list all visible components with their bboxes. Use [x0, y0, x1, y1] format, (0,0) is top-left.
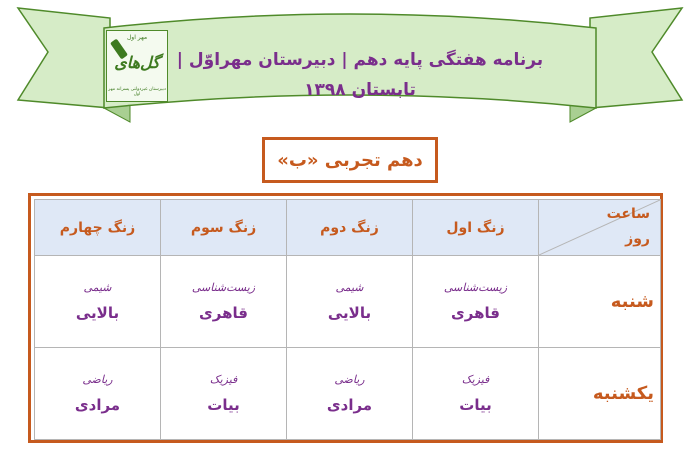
subject-label: ریاضی: [334, 373, 365, 386]
teacher-name: قاهری: [199, 304, 248, 322]
page-subtitle: تابستان ۱۳۹۸: [304, 80, 416, 100]
table-row: [35, 256, 661, 348]
teacher-name: بیات: [459, 396, 492, 414]
subject-label: ریاضی: [82, 373, 113, 386]
corner-label-day: روز: [625, 231, 650, 247]
schedule-table: [34, 199, 661, 440]
teacher-name: بالایی: [327, 304, 372, 322]
teacher-name: مرادی: [326, 396, 373, 414]
period-header-2: زنگ دوم: [287, 200, 413, 256]
subject-label: فیزیک: [209, 373, 238, 386]
subject-label: فیزیک: [461, 373, 490, 386]
period-header-3: زنگ سوم: [161, 200, 287, 256]
corner-cell: [539, 200, 661, 256]
schedule-cell: [413, 348, 539, 440]
class-label-box: [262, 137, 438, 183]
header-row: [35, 200, 661, 256]
subject-label: شیمی: [335, 281, 364, 294]
schedule-cell: [35, 256, 161, 348]
schedule-cell: [287, 256, 413, 348]
subject-label: شیمی: [83, 281, 112, 294]
schedule-cell: [287, 348, 413, 440]
subject-label: زیست‌شناسی: [191, 281, 256, 294]
schedule-cell: [413, 256, 539, 348]
schedule-cell: [161, 348, 287, 440]
corner-label-hour: ساعت: [606, 206, 650, 222]
page-title: برنامه هفتگی پایه دهم | دبیرستان مهراوّل |: [176, 50, 544, 70]
schedule-cell: [35, 348, 161, 440]
day-label: شنبه: [539, 256, 661, 348]
class-label: دهم تجربی «ب»: [277, 149, 423, 171]
period-header-1: زنگ اول: [413, 200, 539, 256]
teacher-name: مرادی: [74, 396, 121, 414]
subject-label: زیست‌شناسی: [443, 281, 508, 294]
day-label: یکشنبه: [539, 348, 661, 440]
schedule-cell: [161, 256, 287, 348]
table-row: [35, 348, 661, 440]
period-header-4: زنگ چهارم: [35, 200, 161, 256]
teacher-name: بالایی: [75, 304, 120, 322]
school-logo: مهر اول گل‌های دبیرستان غیردولتی پسرانه مهر اول: [106, 30, 168, 102]
teacher-name: بیات: [207, 396, 240, 414]
teacher-name: قاهری: [451, 304, 500, 322]
